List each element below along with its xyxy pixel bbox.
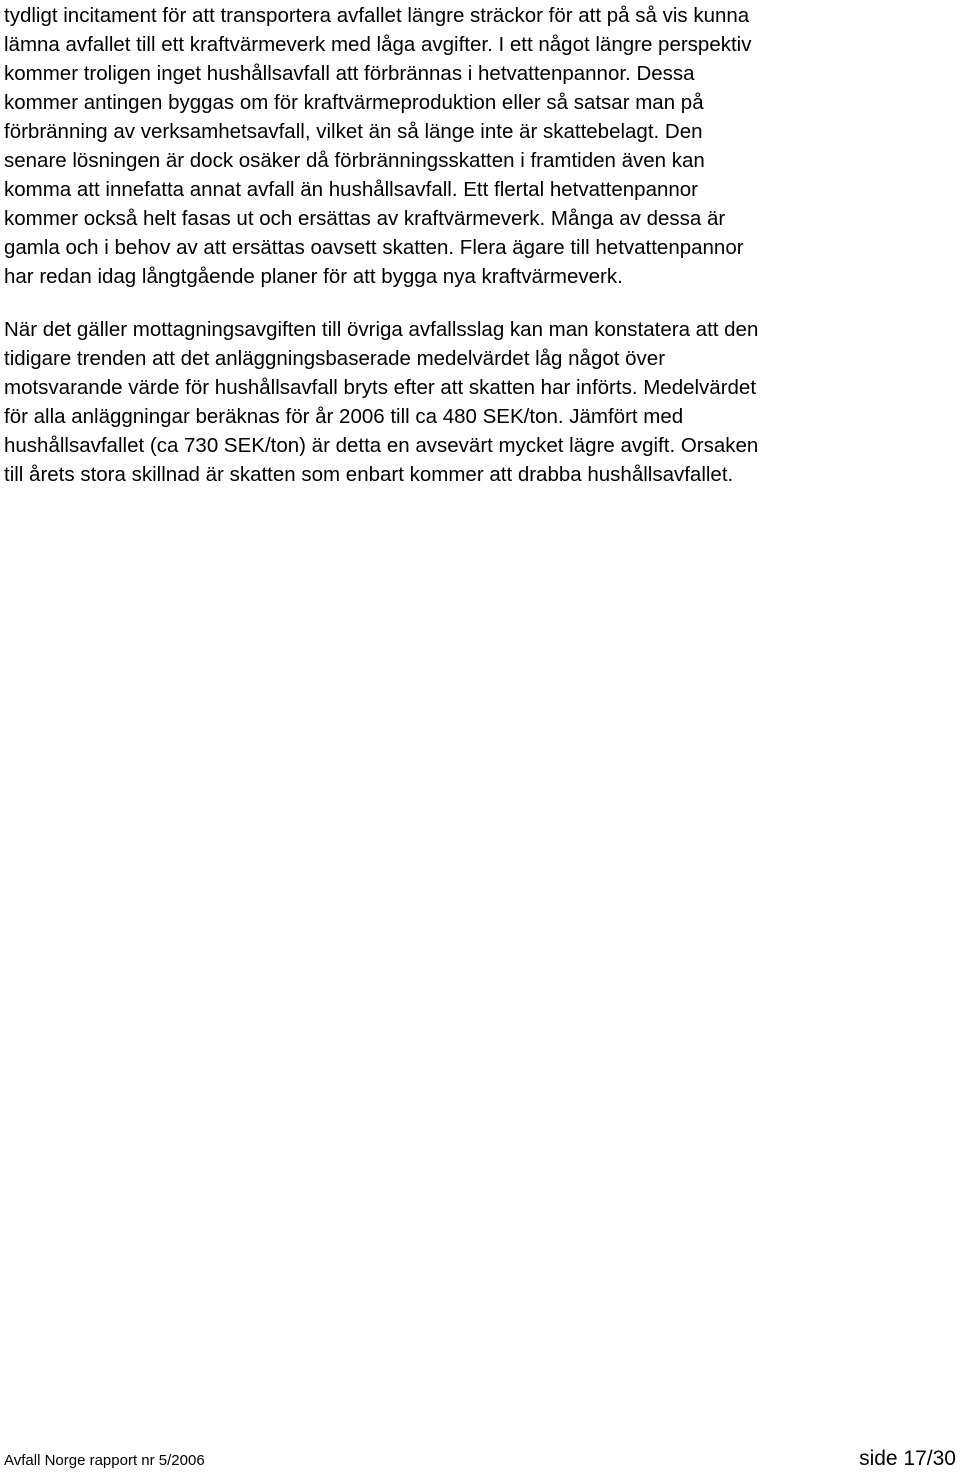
text-line: till årets stora skillnad är skatten som enbart kommer att drabba hushållsavfallet. xyxy=(4,463,734,486)
body-paragraph-1 xyxy=(4,1,954,291)
text-line: för alla anläggningar beräknas för år 2006 till ca 480 SEK/ton. Jämfört med xyxy=(4,405,684,428)
text-line: hushållsavfallet (ca 730 SEK/ton) är detta en avsevärt mycket lägre avgift. Orsaken xyxy=(4,434,759,457)
text-line: förbränning av verksamhetsavfall, vilket än så länge inte är skattebelagt. Den xyxy=(4,120,703,143)
footer-page-number: side 17/30 xyxy=(859,1447,956,1470)
text-line: tydligt incitament för att transportera avfallet längre sträckor för att på så vis kunna xyxy=(4,4,750,27)
body-paragraph-2 xyxy=(4,315,954,489)
text-line: kommer troligen inget hushållsavfall att förbrännas i hetvattenpannor. Dessa xyxy=(4,62,695,85)
text-line: tidigare trenden att det anläggningsbaserade medelvärdet låg något över xyxy=(4,347,666,370)
text-line: senare lösningen är dock osäker då förbränningsskatten i framtiden även kan xyxy=(4,149,705,172)
text-line: motsvarande värde för hushållsavfall bryts efter att skatten har införts. Medelvärdet xyxy=(4,376,757,399)
text-line: har redan idag långtgående planer för att bygga nya kraftvärmeverk. xyxy=(4,265,623,288)
text-line: lämna avfallet till ett kraftvärmeverk med låga avgifter. I ett något längre perspektiv xyxy=(4,33,752,56)
text-line: När det gäller mottagningsavgiften till övriga avfallsslag kan man konstatera att den xyxy=(4,318,759,341)
text-line: gamla och i behov av att ersättas oavsett skatten. Flera ägare till hetvattenpannor xyxy=(4,236,744,259)
footer-report-name: Avfall Norge rapport nr 5/2006 xyxy=(4,1452,205,1469)
text-line: kommer också helt fasas ut och ersättas av kraftvärmeverk. Många av dessa är xyxy=(4,207,726,230)
text-line: kommer antingen byggas om för kraftvärmeproduktion eller så satsar man på xyxy=(4,91,704,114)
text-line: komma att innefatta annat avfall än hushållsavfall. Ett flertal hetvattenpannor xyxy=(4,178,698,201)
